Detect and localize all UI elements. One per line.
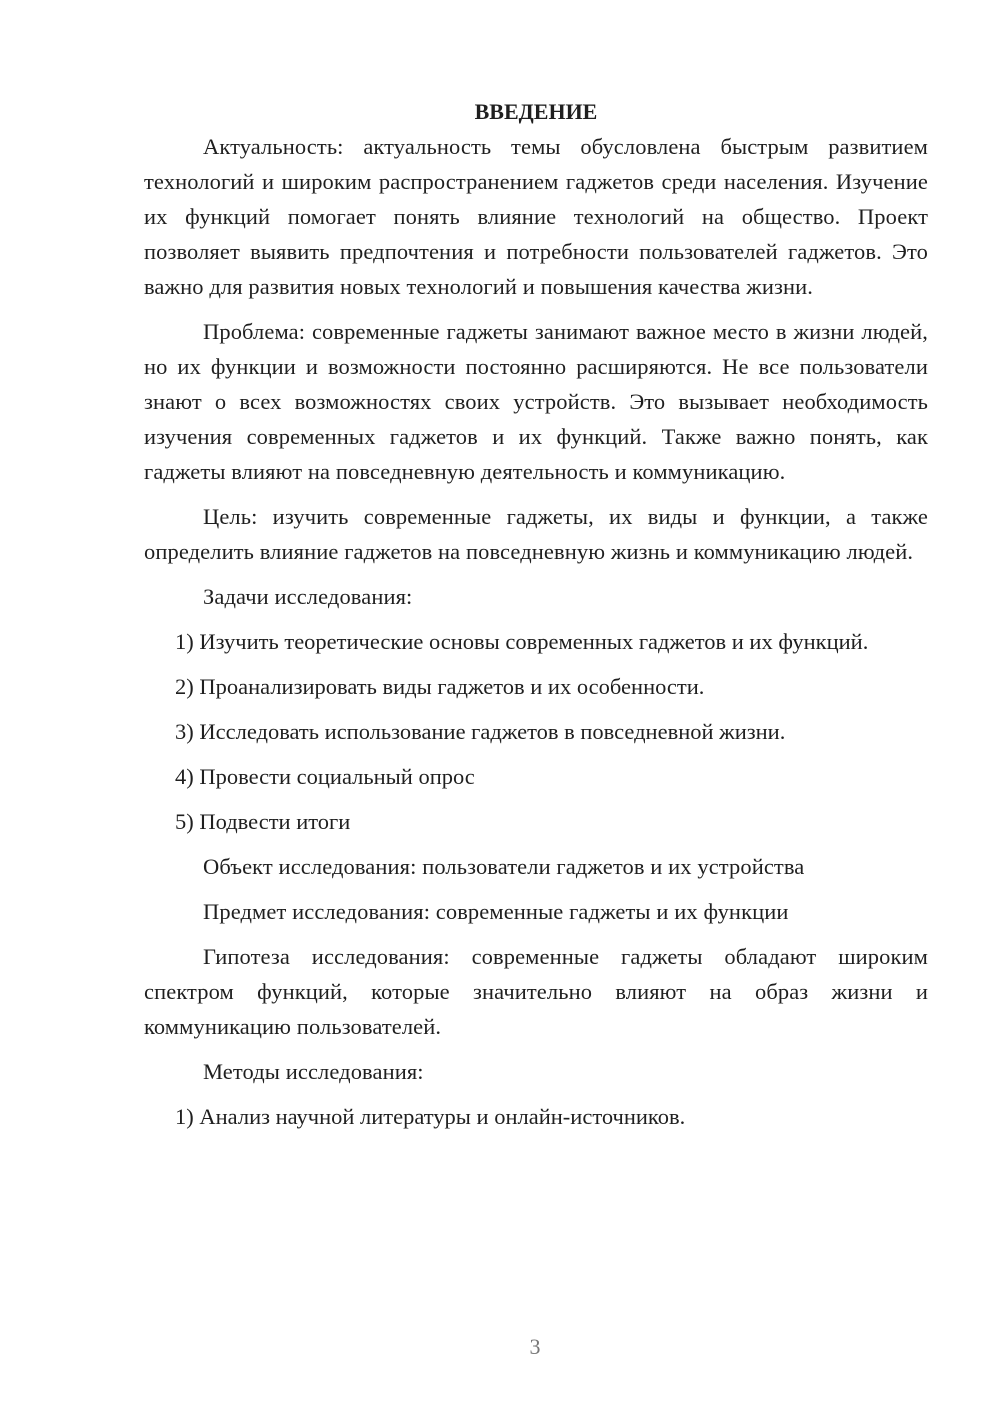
goal-paragraph: Цель: изучить современные гаджеты, их виды и функции, а также определить влияние гаджетов на повседневную жизнь и коммуникацию людей. (144, 504, 928, 564)
problem-paragraph: Проблема: современные гаджеты занимают важное место в жизни людей, но их функции и возможности постоянно расширяются. Не все пользователи знают о всех возможностях своих устройств. Это вызывает необходимость изучения современных гаджетов и их функций. Также важно понять, как гаджеты влияют на повседневную деятельность и коммуникацию. (144, 319, 928, 484)
method-item-1: 1) Анализ научной литературы и онлайн-источников. (175, 1104, 686, 1129)
relevance-paragraph: Актуальность: актуальность темы обусловлена быстрым развитием технологий и широким распространением гаджетов среди населения. Изучение их функций помогает понять влияние технологий на общество. Проект позволяет выявить предпочтения и потребности пользователей гаджетов. Это важно для развития новых технологий и повышения качества жизни. (144, 134, 928, 299)
methods-heading: Методы исследования: (203, 1059, 424, 1084)
task-item-2: 2) Проанализировать виды гаджетов и их особенности. (175, 674, 705, 699)
task-item-1: 1) Изучить теоретические основы современных гаджетов и их функций. (175, 629, 869, 654)
object-paragraph: Объект исследования: пользователи гаджетов и их устройства (203, 854, 805, 879)
task-item-3: 3) Исследовать использование гаджетов в повседневной жизни. (175, 719, 786, 744)
task-item-4: 4) Провести социальный опрос (175, 764, 475, 789)
tasks-heading: Задачи исследования: (203, 584, 413, 609)
page-number: 3 (529, 1334, 541, 1359)
hypothesis-paragraph: Гипотеза исследования: современные гаджеты обладают широким спектром функций, которые значительно влияют на образ жизни и коммуникацию пользователей. (144, 944, 928, 1039)
section-title: ВВЕДЕНИЕ (474, 99, 598, 124)
subject-paragraph: Предмет исследования: современные гаджеты и их функции (203, 899, 789, 924)
task-item-5: 5) Подвести итоги (175, 809, 351, 834)
document-body (144, 94, 928, 1134)
